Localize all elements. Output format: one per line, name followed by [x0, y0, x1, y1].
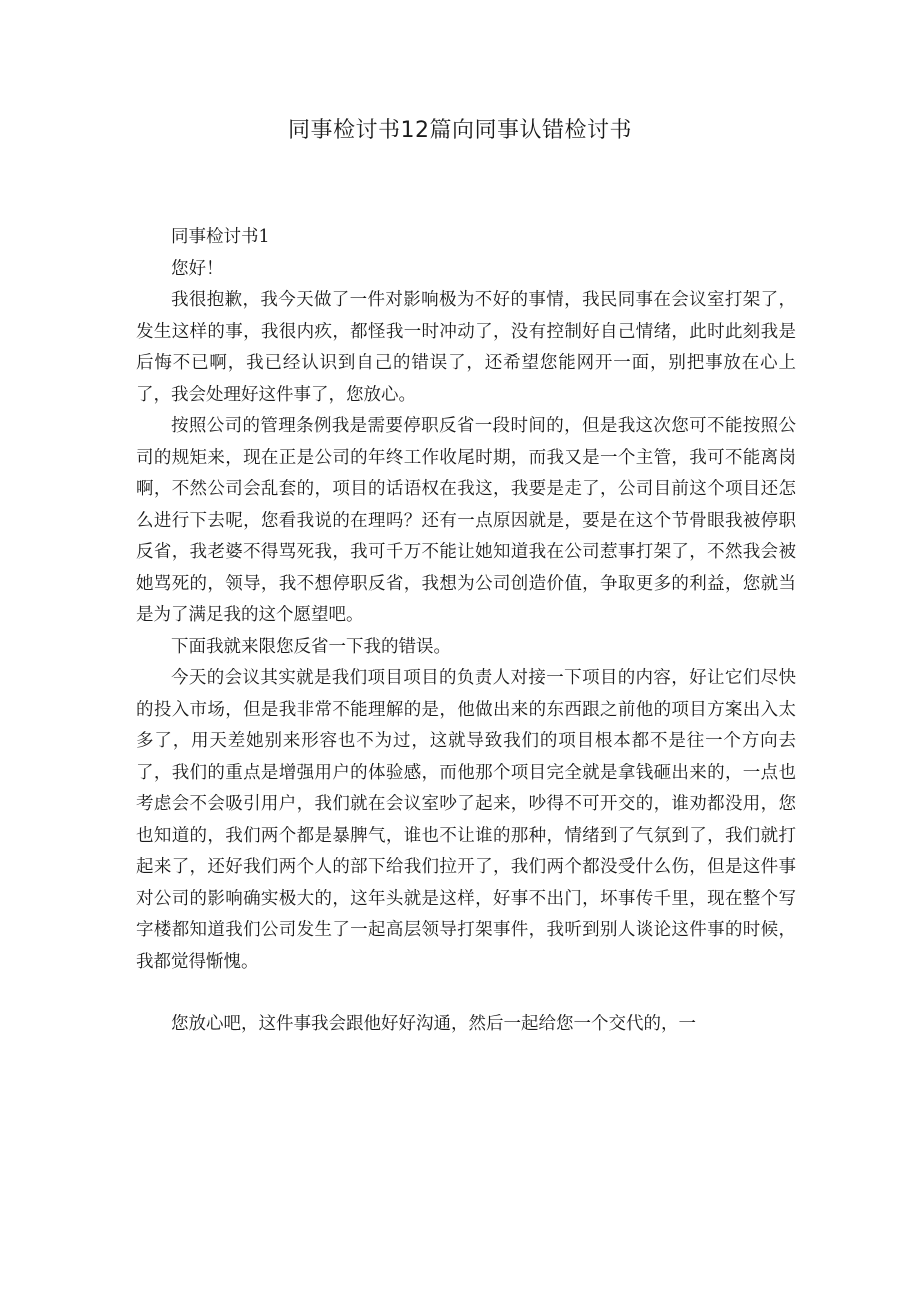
paragraph-request: 按照公司的管理条例我是需要停职反省一段时间的，但是我这次您可不能按照公司的规矩来，现在正是公司的年终工作收尾时期，而我又是一个主管，我可不能离岗啊，不然公司会乱套的，项目的话语权在我这，我要是走了，公司目前这个项目还怎么进行下去呢，您看我说的在理吗？还有一点原因就是，要是在这个节骨眼我被停职反省，我老婆不得骂死我，我可千万不能让她知道我在公司惹事打架了，不然我会被她骂死的，领导，我不想停职反省，我想为公司创造价值，争取更多的利益，您就当是为了满足我的这个愿望吧。 [136, 416, 796, 625]
document-body [136, 222, 796, 1041]
document-title: 同事检讨书12篇向同事认错检讨书 [288, 118, 632, 143]
greeting: 您好！ [171, 258, 224, 279]
paragraph-account: 今天的会议其实就是我们项目项目的负责人对接一下项目的内容，好让它们尽快的投入市场，但是我非常不能理解的是，他做出来的东西跟之前他的项目方案出入太多了，用天差她别来形容也不为过，这就导致我们的项目根本都不是往一个方向去了，我们的重点是增强用户的体验感，而他那个项目完全就是拿钱砸出来的，一点也考虑会不会吸引用户，我们就在会议室吵了起来，吵得不可开交的，谁劝都没用，您也知道的，我们两个都是暴脾气，谁也不让谁的那种，情绪到了气氛到了，我们就打起来了，还好我们两个人的部下给我们拉开了，我们两个都没受什么伤，但是这件事对公司的影响确实极大的，这年头就是这样，好事不出门，坏事传千里，现在整个写字楼都知道我们公司发生了一起高层领导打架事件，我听到别人谈论这件事的时候，我都觉得惭愧。 [136, 668, 796, 972]
paragraph-closing: 您放心吧，这件事我会跟他好好沟通，然后一起给您一个交代的，一 [171, 1014, 696, 1034]
paragraph-intro: 下面我就来限您反省一下我的错误。 [171, 636, 451, 657]
paragraph-apology: 我很抱歉，我今天做了一件对影响极为不好的事情，我民同事在会议室打架了，发生这样的事，我很内疚，都怪我一时冲动了，没有控制好自己情绪，此时此刻我是后悔不已啊，我已经认识到自己的错误了，还希望您能网开一面，别把事放在心上了，我会处理好这件事了，您放心。 [136, 290, 796, 405]
section-heading: 同事检讨书1 [171, 227, 270, 247]
